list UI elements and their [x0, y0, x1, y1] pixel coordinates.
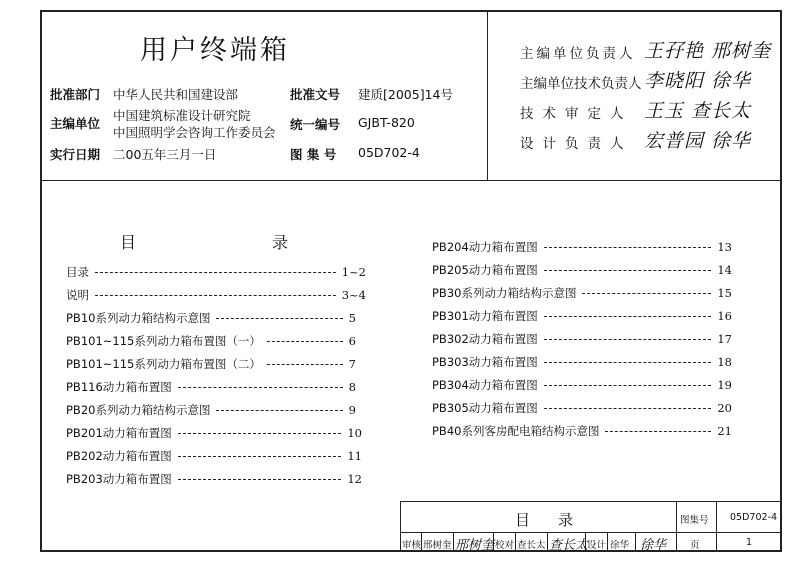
toc-entry[interactable] [66, 471, 362, 487]
toc-leader [178, 456, 342, 457]
toc-entry[interactable] [66, 425, 362, 441]
unified-no-label: 统一编号 [290, 117, 341, 132]
atlas-no-label: 图 集 号 [290, 147, 337, 162]
title-block-drawing-title-right: 录 [558, 511, 574, 529]
toc-entry-page: 13 [717, 240, 732, 254]
toc-entry-page: 5 [348, 311, 356, 325]
toc-entry-title: PB116动力箱布置图 [66, 380, 172, 394]
toc-entry-page: 7 [348, 357, 356, 371]
title-block-col [676, 501, 677, 552]
toc-entry-page: 16 [717, 309, 732, 323]
toc-entry-page: 11 [347, 449, 362, 463]
editor-unit-line2: 中国照明学会咨询工作委员会 [113, 125, 276, 140]
toc-leader [267, 364, 343, 365]
tb-divider [453, 532, 454, 552]
tech-approver-label: 技术审定人 [520, 106, 633, 122]
toc-leader [178, 479, 342, 480]
toc-leader [544, 316, 712, 317]
tb-divider [607, 532, 608, 552]
title-block-mid [400, 532, 782, 533]
design-head-signature: 宏普园 徐华 [644, 130, 752, 152]
tb-divider [515, 532, 516, 552]
title-block-col [716, 501, 717, 552]
toc-entry-title: PB302动力箱布置图 [432, 332, 538, 346]
toc-entry-title: PB304动力箱布置图 [432, 378, 538, 392]
toc-entry[interactable] [432, 354, 732, 370]
toc-entry-title: PB303动力箱布置图 [432, 355, 538, 369]
editor-unit-line1: 中国建筑标准设计研究院 [113, 108, 251, 123]
toc-entry-page: 21 [717, 424, 732, 438]
toc-leader [544, 270, 712, 271]
toc-leader [178, 433, 342, 434]
toc-leader [95, 295, 336, 296]
toc-entry-page: 6 [348, 334, 356, 348]
toc-leader [544, 362, 712, 363]
toc-leader [216, 318, 342, 319]
toc-entry-page: 20 [717, 401, 732, 415]
toc-entry-title: PB203动力箱布置图 [66, 472, 172, 486]
design-signature: 徐华 [640, 538, 667, 553]
toc-entry[interactable] [432, 400, 732, 416]
toc-entry-page: 3~4 [341, 288, 366, 302]
check-name: 查长太 [517, 540, 546, 551]
design-name: 徐华 [610, 540, 630, 551]
title-block-atlas-label: 图集号 [680, 515, 709, 526]
toc-entry-page: 9 [348, 403, 356, 417]
toc-entry-page: 18 [717, 355, 732, 369]
tech-head-signature: 李晓阳 徐华 [644, 70, 752, 92]
toc-entry[interactable] [66, 264, 366, 280]
check-label: 校对 [495, 540, 515, 551]
toc-leader [544, 385, 712, 386]
toc-entry-title: 目录 [66, 265, 89, 279]
toc-entry-page: 8 [348, 380, 356, 394]
chief-unit-head-signature: 王孖艳 邢树奎 [644, 40, 772, 62]
toc-leader [605, 431, 711, 432]
toc-entry-title: PB305动力箱布置图 [432, 401, 538, 415]
unified-no: GJBT-820 [358, 115, 415, 130]
toc-entry-title: PB301动力箱布置图 [432, 309, 538, 323]
toc-entry-page: 10 [347, 426, 362, 440]
title-block-atlas-no: 05D702-4 [730, 512, 778, 523]
toc-entry-title: PB20系列动力箱结构示意图 [66, 403, 211, 417]
approval-dept-label: 批准部门 [50, 87, 101, 102]
toc-leader [178, 387, 343, 388]
chief-unit-head-label: 主编单位负责人 [520, 46, 636, 62]
toc-entry-title: PB40系列客房配电箱结构示意图 [432, 424, 600, 438]
toc-entry[interactable] [66, 333, 356, 349]
toc-leader [544, 408, 712, 409]
design-head-label: 设计负责人 [520, 136, 633, 152]
toc-entry[interactable] [66, 287, 366, 303]
toc-heading-left: 目 [120, 233, 137, 252]
tb-divider [635, 532, 636, 552]
toc-leader [267, 341, 343, 342]
toc-entry[interactable] [66, 402, 356, 418]
toc-entry-title: PB205动力箱布置图 [432, 263, 538, 277]
review-label: 审核 [402, 540, 422, 551]
tb-divider [547, 532, 548, 552]
toc-entry-page: 14 [717, 263, 732, 277]
design-label: 设计 [587, 540, 607, 551]
toc-entry[interactable] [432, 331, 732, 347]
toc-entry-title: PB10系列动力箱结构示意图 [66, 311, 211, 325]
page-number: 1 [746, 537, 753, 548]
title-block-drawing-title-left: 目 [515, 511, 531, 529]
toc-entry-title: PB201动力箱布置图 [66, 426, 172, 440]
effective-date-label: 实行日期 [50, 147, 101, 162]
toc-entry-title: PB30系列动力箱结构示意图 [432, 286, 577, 300]
toc-entry[interactable] [66, 356, 356, 372]
toc-entry[interactable] [432, 285, 732, 301]
toc-entry-page: 1~2 [341, 265, 366, 279]
header-column-divider [487, 10, 488, 180]
toc-entry[interactable] [432, 377, 732, 393]
toc-entry-title: PB204动力箱布置图 [432, 240, 538, 254]
toc-entry-title: 说明 [66, 288, 89, 302]
toc-entry[interactable] [432, 239, 732, 255]
toc-entry[interactable] [432, 308, 732, 324]
toc-entry-page: 15 [717, 286, 732, 300]
check-signature: 查长太 [549, 538, 589, 553]
toc-entry-page: 19 [717, 378, 732, 392]
approval-doc: 建质[2005]14号 [358, 87, 453, 102]
toc-entry[interactable] [66, 379, 356, 395]
review-name: 邢树奎 [423, 540, 452, 551]
tech-head-label: 主编单位技术负责人 [520, 76, 642, 92]
effective-date: 二00五年三月一日 [113, 147, 217, 162]
toc-entry-title: PB101~115系列动力箱布置图（二） [66, 357, 261, 371]
header-divider [40, 180, 782, 181]
review-signature: 邢树奎 [455, 538, 495, 553]
tech-approver-signature: 王玉 查长太 [644, 100, 752, 122]
approval-doc-label: 批准文号 [290, 87, 341, 102]
title-block-top [400, 501, 782, 502]
toc-entry[interactable] [432, 423, 732, 439]
editor-unit-label: 主编单位 [50, 116, 101, 131]
atlas-no: 05D702-4 [358, 145, 420, 160]
toc-entry-page: 12 [347, 472, 362, 486]
toc-leader [544, 339, 712, 340]
toc-leader [544, 247, 712, 248]
approval-dept: 中华人民共和国建设部 [113, 87, 239, 102]
toc-leader [216, 410, 342, 411]
toc-leader [95, 272, 336, 273]
toc-entry-title: PB202动力箱布置图 [66, 449, 172, 463]
title-block-left [400, 501, 401, 552]
tb-divider [421, 532, 422, 552]
toc-entry[interactable] [432, 262, 732, 278]
toc-entry-title: PB101~115系列动力箱布置图（一） [66, 334, 261, 348]
toc-entry[interactable] [66, 448, 362, 464]
toc-leader [582, 293, 711, 294]
toc-entry-page: 17 [717, 332, 732, 346]
toc-entry[interactable] [66, 310, 356, 326]
page-title: 用户终端箱 [140, 35, 290, 66]
toc-heading-right: 录 [272, 233, 289, 252]
page-label: 页 [690, 540, 700, 551]
